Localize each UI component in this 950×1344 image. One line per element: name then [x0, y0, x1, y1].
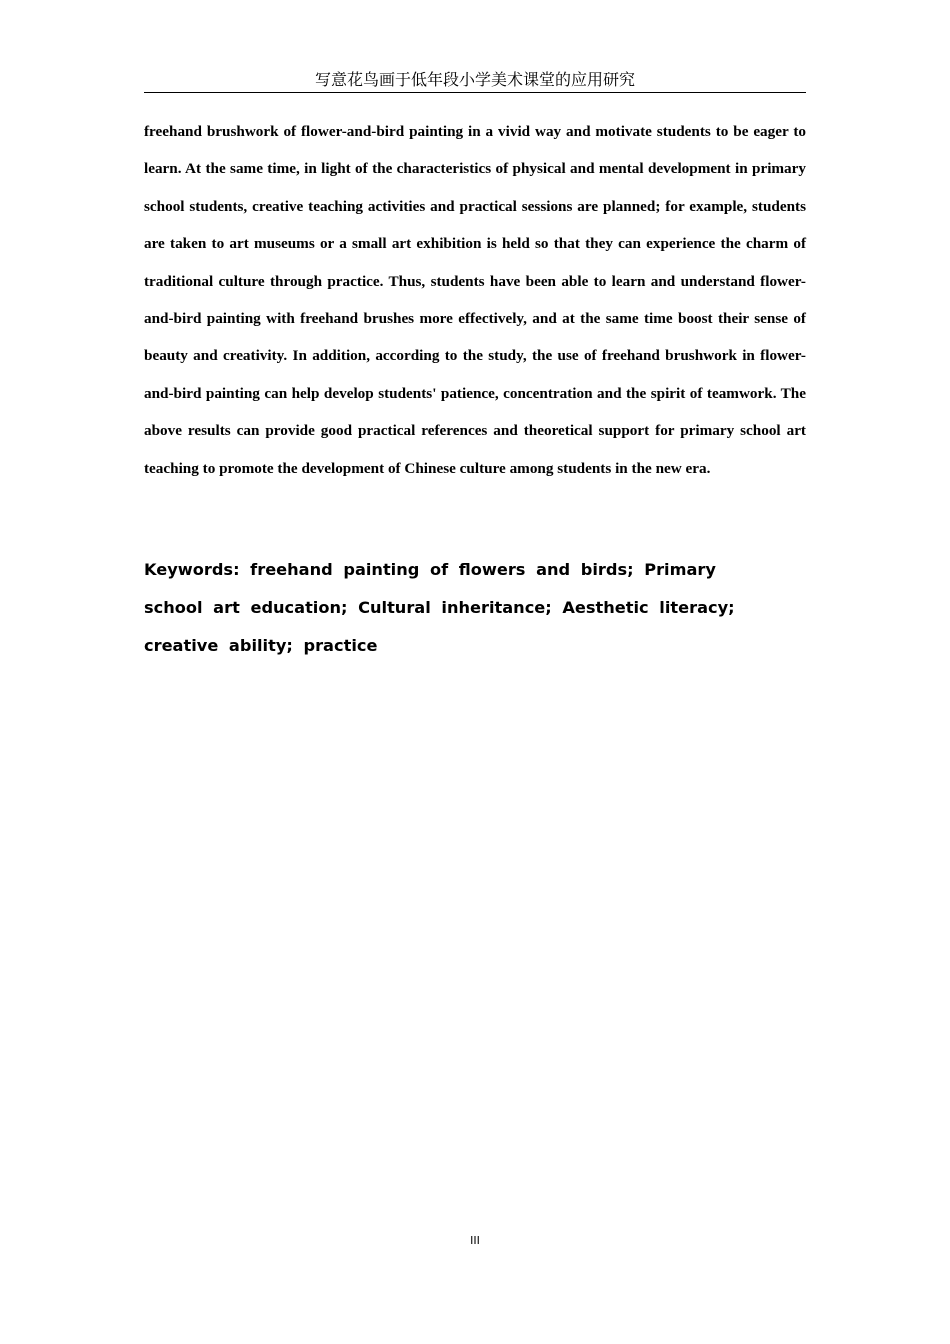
keywords-line: Keywords: freehand painting of flowers and birds; Primary school art education; Cultural inheritance; Aesthetic literacy; creative ability; practice [144, 560, 735, 655]
running-header-title: 写意花鸟画于低年段小学美术课堂的应用研究 [314, 70, 635, 89]
page-number: III [470, 1234, 480, 1247]
abstract-paragraph: freehand brushwork of flower-and-bird painting in a vivid way and motivate students to be eager to learn. At the same time, in light of the characteristics of physical and mental development in primary school students, creative teaching activities and practical sessions are planned; for example, students are taken to art museums or a small art exhibition is held so that they can experience the charm of traditional culture through practice. Thus, students have been able to learn and understand flower-and-bird painting with freehand brushes more effectively, and at the same time boost their sense of beauty and creativity. In addition, according to the study, the use of freehand brushwork in flower-and-bird painting can help develop students' patience, concentration and the spirit of teamwork. The above results can provide good practical references and theoretical support for primary school art teaching to promote the development of Chinese culture among students in the new era. [144, 123, 806, 477]
header-divider [144, 92, 806, 93]
